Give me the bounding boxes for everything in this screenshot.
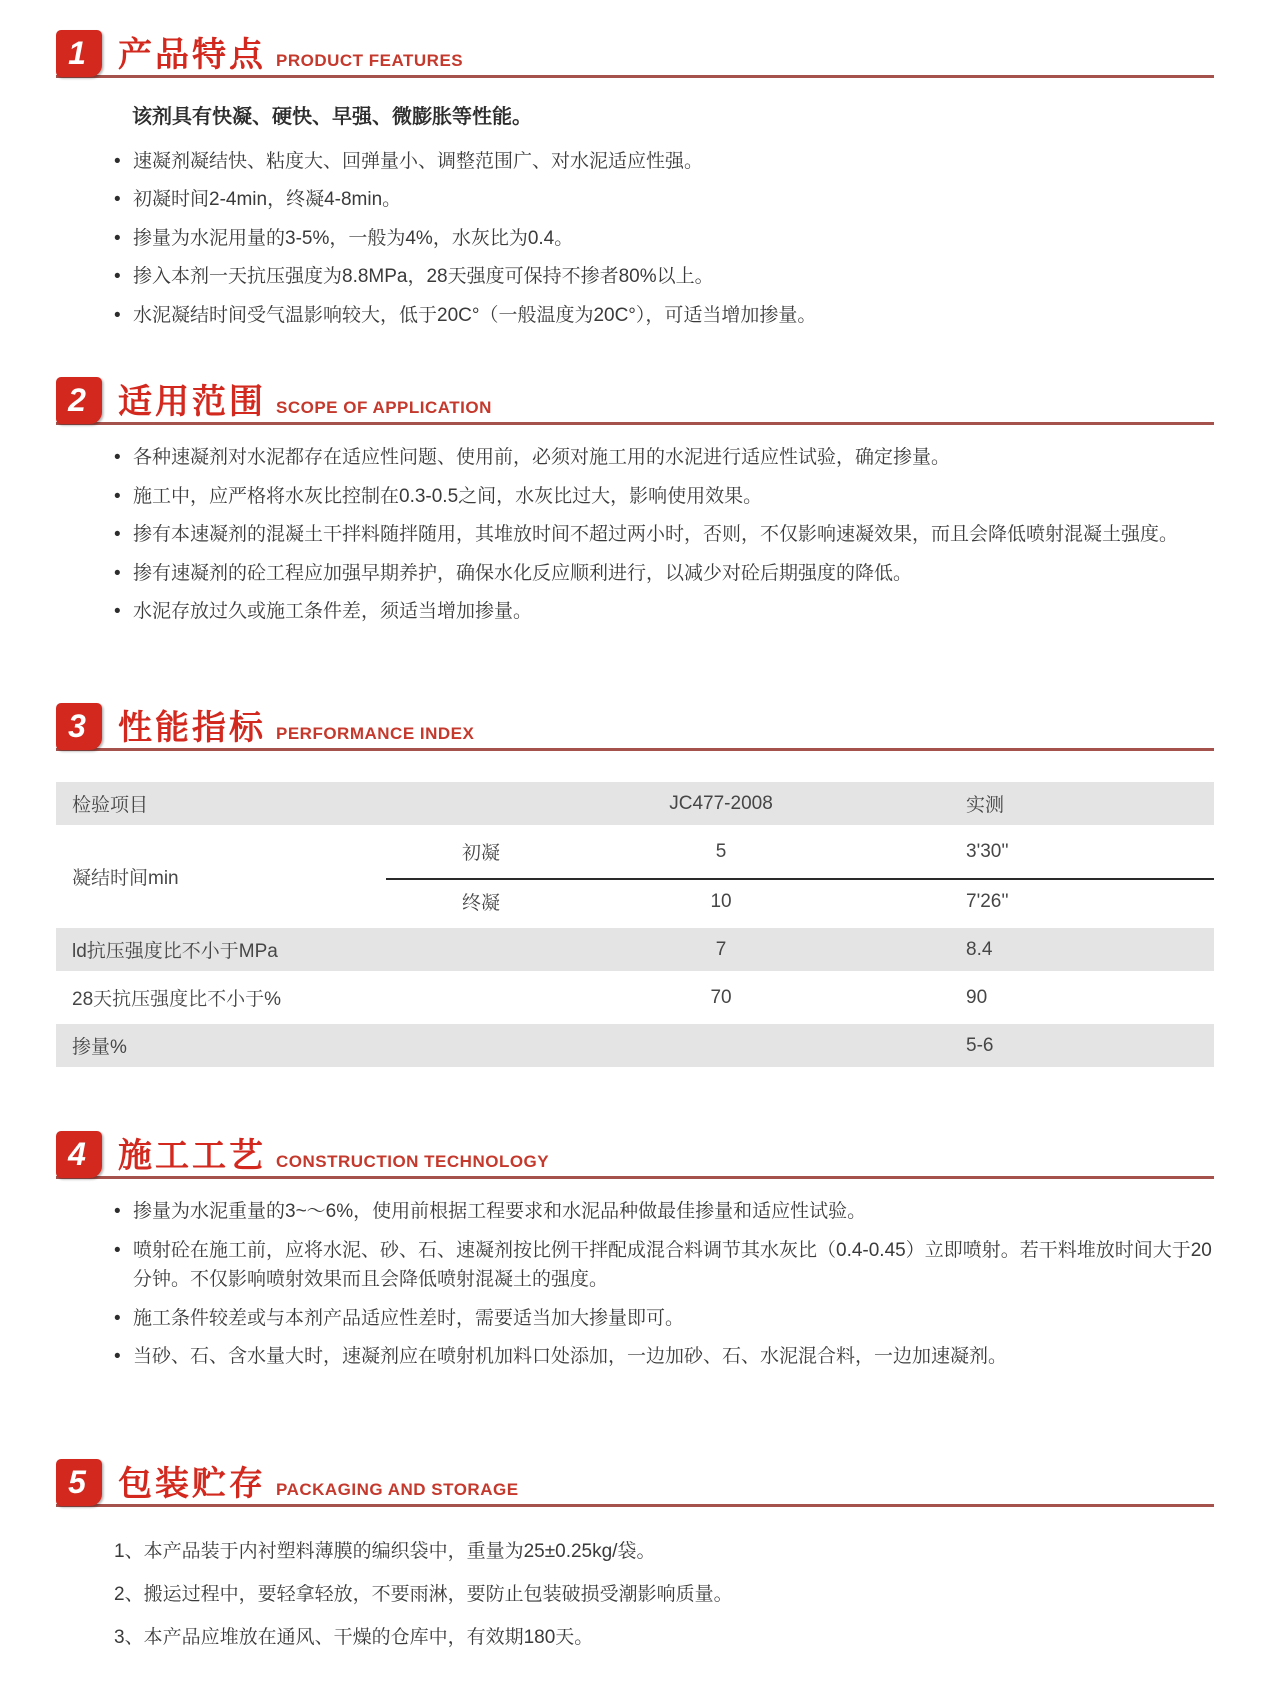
section-construction-technology xyxy=(56,1126,1214,1371)
bullet-item: • 掺量为水泥重量的3~～6%，使用前根据工程要求和水泥品种做最佳掺量和适应性试验。 xyxy=(114,1197,1214,1226)
section-1-header xyxy=(56,25,1214,78)
section-2-number-badge: 2 xyxy=(56,377,102,424)
table-cell-final-name: 终凝 xyxy=(386,878,576,923)
table-cell-label: 掺量% xyxy=(56,1024,576,1067)
section-5-title: 包装贮存 xyxy=(118,1464,266,1503)
section-4-header xyxy=(56,1126,1214,1179)
section-2-subtitle-en: SCOPE OF APPLICATION xyxy=(276,398,492,418)
numbered-item: 2、搬运过程中，要轻拿轻放，不要雨淋，要防止包装破损受潮影响质量。 xyxy=(114,1584,733,1605)
construction-bullet-list xyxy=(56,1197,1214,1371)
table-header-row xyxy=(56,782,1214,825)
table-cell-measured: 8.4 xyxy=(866,928,1214,971)
table-cell-setting-label: 凝结时间min xyxy=(72,868,179,890)
table-cell-label: 28天抗压强度比不小于% xyxy=(72,989,282,1011)
table-cell-std: 7 xyxy=(576,928,866,971)
bullet-item: • 当砂、石、含水量大时，速凝剂应在喷射机加料口处添加，一边加砂、石、水泥混合料，一边加速凝剂。 xyxy=(114,1342,1214,1371)
section-5-number-badge: 5 xyxy=(56,1459,102,1506)
section-1-title: 产品特点 xyxy=(118,36,266,74)
numbered-item: 3、本产品应堆放在通风、干燥的仓库中，有效期180天。 xyxy=(114,1627,594,1649)
table-cell-initial-std: 5 xyxy=(715,840,727,862)
bullet-item: • 各种速凝剂对水泥都存在适应性问题、使用前，必须对施工用的水泥进行适应性试验，确定掺量。 xyxy=(114,443,1214,472)
bullet-item: • 喷射砼在施工前，应将水泥、砂、石、速凝剂按比例干拌配成混合料调节其水灰比（0.4-0.45）立即喷射。若干料堆放时间大于20分钟。不仅影响喷射效果而且会降低喷射混凝土的强度。 xyxy=(114,1236,1214,1295)
section-4-number-badge: 4 xyxy=(56,1131,102,1178)
bullet-item: • 掺有速凝剂的砼工程应加强早期养护，确保水化反应顺利进行，以减少对砼后期强度的降低。 xyxy=(114,559,1214,588)
table-cell-initial-measured: 3'30'' xyxy=(966,840,1009,862)
table-cell-std xyxy=(576,1024,866,1067)
bullet-item: • 水泥存放过久或施工条件差，须适当增加掺量。 xyxy=(114,597,1214,626)
section-product-features xyxy=(56,25,1214,330)
bullet-item: • 水泥凝结时间受气温影响较大，低于20C°（一般温度为20C°），可适当增加掺量。 xyxy=(114,301,1214,330)
table-cell-measured: 5-6 xyxy=(866,1024,1214,1067)
section-2-header xyxy=(56,372,1214,425)
section-4-subtitle-en: CONSTRUCTION TECHNOLOGY xyxy=(276,1152,550,1172)
section-3-title: 性能指标 xyxy=(118,709,266,748)
section-5-subtitle-en: PACKAGING AND STORAGE xyxy=(276,1479,519,1499)
scope-bullet-list xyxy=(56,443,1214,626)
table-row-28d-strength xyxy=(56,976,1214,1019)
table-header-measured: 实测 xyxy=(866,782,1214,825)
bullet-item: • 速凝剂凝结快、粘度大、回弹量小、调整范围广、对水泥适应性强。 xyxy=(114,147,1214,176)
table-cell-std: 70 xyxy=(710,986,732,1008)
storage-numbered-list xyxy=(56,1537,1214,1653)
table-cell-measured: 90 xyxy=(966,986,988,1008)
table-row-1d-strength xyxy=(56,928,1214,971)
bullet-item: • 掺量为水泥用量的3-5%，一般为4%，水灰比为0.4。 xyxy=(114,224,1214,253)
table-header-inspection-item: 检验项目 xyxy=(56,782,576,825)
bullet-item: • 掺有本速凝剂的混凝土干拌料随拌随用，其堆放时间不超过两小时，否则，不仅影响速凝效果，而且会降低喷射混凝土强度。 xyxy=(114,520,1214,549)
section-packaging-storage xyxy=(56,1454,1214,1653)
table-row-setting-initial xyxy=(56,830,1214,873)
section-1-number-badge: 1 xyxy=(56,30,102,77)
section-3-header xyxy=(56,698,1214,751)
section-2-title: 适用范围 xyxy=(118,383,266,422)
features-intro-line: 该剂具有快凝、硬快、早强、微膨胀等性能。 xyxy=(132,106,532,128)
table-cell-final-measured: 7'26'' xyxy=(866,878,1214,923)
table-cell-final-std: 10 xyxy=(576,878,866,923)
section-5-header xyxy=(56,1454,1214,1507)
bullet-item: • 掺入本剂一天抗压强度为8.8MPa，28天强度可保持不掺者80%以上。 xyxy=(114,262,1214,291)
features-bullet-list xyxy=(56,147,1214,330)
bullet-item: • 初凝时间2-4min，终凝4-8min。 xyxy=(114,185,1214,214)
section-4-title: 施工工艺 xyxy=(118,1137,266,1176)
section-3-number-badge: 3 xyxy=(56,703,102,750)
section-scope-of-application xyxy=(56,372,1214,626)
section-3-subtitle-en: PERFORMANCE INDEX xyxy=(276,724,475,744)
table-cell-label: ld抗压强度比不小于MPa xyxy=(56,928,576,971)
section-performance-index xyxy=(56,698,1214,1072)
table-row-dosage xyxy=(56,1024,1214,1067)
bullet-item: • 施工中，应严格将水灰比控制在0.3-0.5之间，水灰比过大，影响使用效果。 xyxy=(114,482,1214,511)
bullet-item: • 施工条件较差或与本剂产品适应性差时，需要适当加大掺量即可。 xyxy=(114,1304,1214,1333)
table-cell-initial-name: 初凝 xyxy=(462,843,501,865)
section-1-subtitle-en: PRODUCT FEATURES xyxy=(276,51,464,70)
performance-table xyxy=(56,777,1214,1072)
table-header-standard: JC477-2008 xyxy=(576,782,866,825)
numbered-item: 1、本产品装于内衬塑料薄膜的编织袋中，重量为25±0.25kg/袋。 xyxy=(114,1540,656,1562)
